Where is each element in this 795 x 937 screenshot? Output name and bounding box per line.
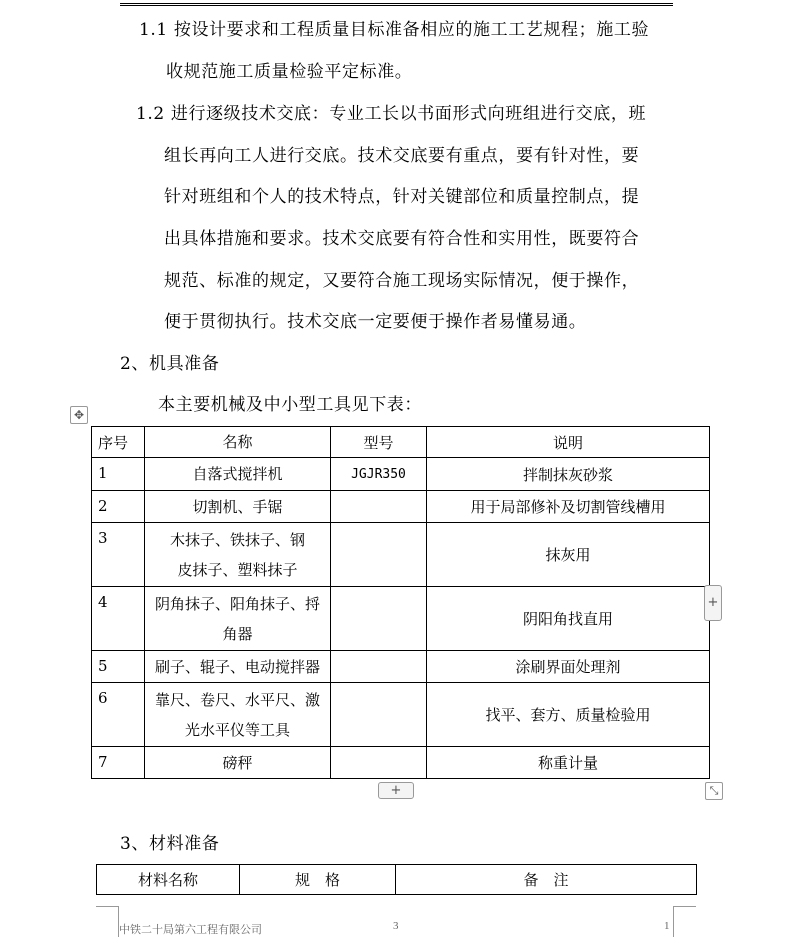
table-row (92, 523, 710, 587)
row-desc[interactable]: 用于局部修补及切割管线槽用 (427, 491, 710, 523)
page-corner-left (96, 906, 119, 937)
table-row (92, 458, 710, 491)
item-1-2-line-1 (136, 104, 646, 124)
row-name[interactable]: 磅秤 (145, 747, 331, 779)
table-row (92, 747, 710, 779)
header-model[interactable]: 型号 (331, 427, 427, 458)
table-row (92, 683, 710, 747)
section-3-heading: 3、材料准备 (120, 834, 220, 854)
row-name-line: 皮抹子、塑料抹子 (177, 560, 298, 579)
paragraph-text: 进行逐级技术交底：专业工长以书面形式向班组进行交底，班 (170, 104, 647, 124)
row-no[interactable]: 6 (92, 683, 145, 747)
header-remark[interactable]: 备 注 (396, 865, 697, 895)
materials-table (96, 864, 697, 895)
add-row-button[interactable]: + (378, 782, 414, 799)
item-1-2-line-3: 针对班组和个人的技术特点，针对关键部位和质量控制点，提 (164, 187, 640, 207)
table-row (92, 587, 710, 651)
section-2-intro: 本主要机械及中小型工具见下表： (158, 395, 422, 415)
top-border-line (120, 3, 673, 6)
row-model[interactable] (331, 683, 427, 747)
resize-icon[interactable]: ⤡ (705, 782, 723, 800)
header-no[interactable]: 序号 (92, 427, 145, 458)
row-model[interactable] (331, 523, 427, 587)
row-model[interactable] (331, 747, 427, 779)
row-no[interactable]: 2 (92, 491, 145, 523)
item-1-1-line-1 (139, 20, 649, 40)
row-no[interactable]: 5 (92, 651, 145, 683)
row-desc[interactable]: 抹灰用 (427, 523, 710, 587)
materials-header-row (97, 865, 697, 895)
item-1-2-line-6: 便于贯彻执行。技术交底一定要便于操作者易懂易通。 (164, 312, 587, 332)
row-name-line: 靠尺、卷尺、水平尺、激 (154, 690, 320, 709)
equipment-table (91, 426, 710, 779)
row-model[interactable] (331, 491, 427, 523)
header-material-name[interactable]: 材料名称 (97, 865, 240, 895)
row-name[interactable] (145, 683, 331, 747)
row-name-line: 角器 (222, 624, 253, 643)
row-no[interactable]: 4 (92, 587, 145, 651)
paragraph-text: 按设计要求和工程质量目标准备相应的施工工艺规程；施工验 (173, 20, 650, 40)
row-desc[interactable]: 拌制抹灰砂浆 (427, 458, 710, 491)
table-header-row (92, 427, 710, 458)
item-number: 1.2 (136, 104, 165, 124)
footer-page-number: 3 (393, 920, 399, 932)
row-desc[interactable]: 阴阳角找直用 (427, 587, 710, 651)
item-number: 1.1 (139, 20, 168, 40)
section-2-heading: 2、机具准备 (120, 354, 220, 374)
row-desc[interactable]: 称重计量 (427, 747, 710, 779)
row-name[interactable]: 切割机、手锯 (145, 491, 331, 523)
item-1-2-line-2: 组长再向工人进行交底。技术交底要有重点，要有针对性，要 (164, 146, 640, 166)
footer-page-right: 1 (664, 920, 670, 932)
item-1-2-line-5: 规范、标准的规定，又要符合施工现场实际情况，便于操作， (164, 271, 640, 291)
item-1-2-line-4: 出具体措施和要求。技术交底要有符合性和实用性，既要符合 (164, 229, 640, 249)
move-icon[interactable]: ✥ (70, 406, 88, 424)
table-row (92, 491, 710, 523)
row-name[interactable]: 刷子、辊子、电动搅拌器 (145, 651, 331, 683)
header-name[interactable]: 名称 (145, 427, 331, 458)
row-name[interactable]: 自落式搅拌机 (145, 458, 331, 491)
row-model[interactable] (331, 587, 427, 651)
row-model[interactable] (331, 651, 427, 683)
row-no[interactable]: 1 (92, 458, 145, 491)
page-corner-right (673, 906, 696, 937)
row-desc[interactable]: 找平、套方、质量检验用 (427, 683, 710, 747)
row-name-line: 阴角抹子、阳角抹子、捋 (154, 594, 320, 613)
row-no[interactable]: 7 (92, 747, 145, 779)
header-desc[interactable]: 说明 (427, 427, 710, 458)
add-column-button[interactable]: + (704, 585, 722, 621)
row-name[interactable] (145, 587, 331, 651)
row-no[interactable]: 3 (92, 523, 145, 587)
row-name[interactable] (145, 523, 331, 587)
header-spec[interactable]: 规 格 (240, 865, 396, 895)
row-name-line: 光水平仪等工具 (184, 720, 290, 739)
row-name-line: 木抹子、铁抹子、钢 (169, 530, 305, 549)
table-row (92, 651, 710, 683)
row-desc[interactable]: 涂刷界面处理剂 (427, 651, 710, 683)
footer-company: 中铁二十局第六工程有限公司 (119, 924, 262, 936)
row-model[interactable]: JGJR350 (331, 458, 427, 491)
item-1-1-line-2: 收规范施工质量检验平定标准。 (166, 62, 413, 82)
